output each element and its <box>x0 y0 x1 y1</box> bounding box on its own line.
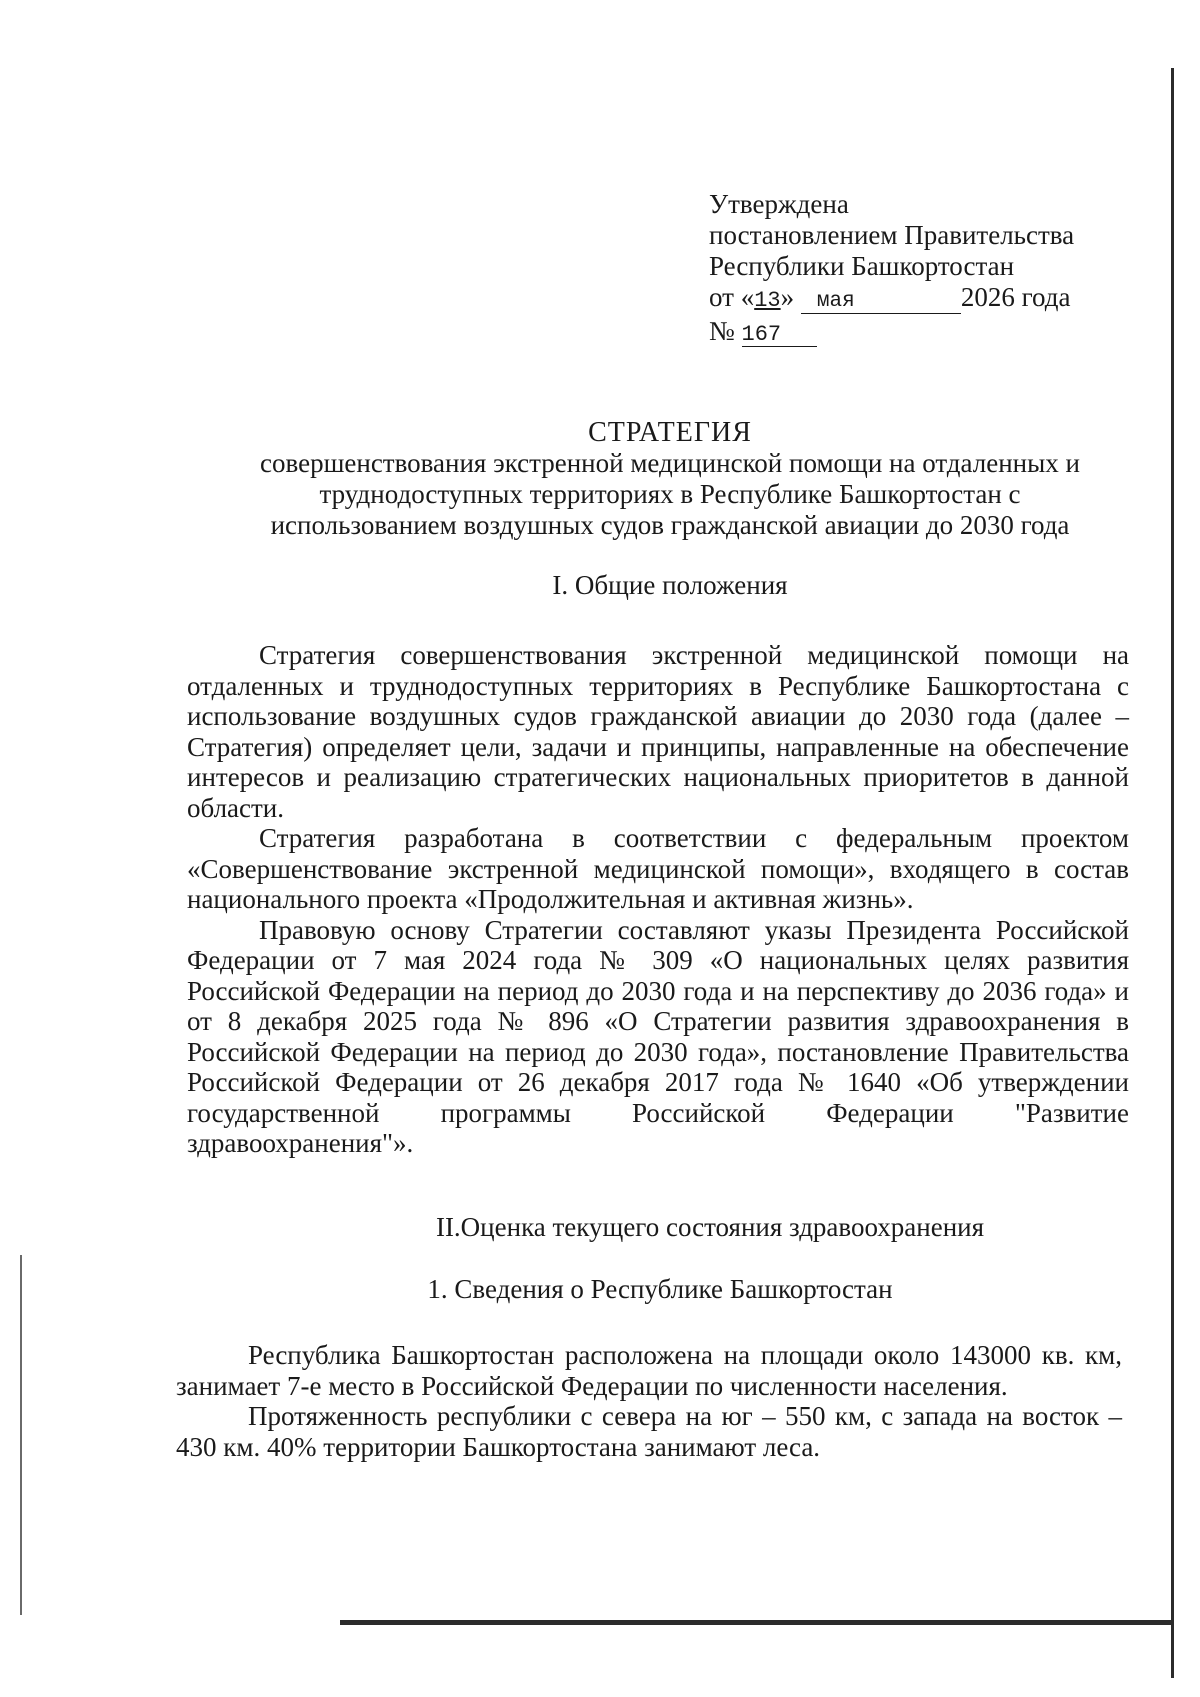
scan-edge-bottom <box>340 1620 1172 1625</box>
title-main: СТРАТЕГИЯ <box>588 417 752 448</box>
section-1-heading: I. Общие положения <box>552 570 788 600</box>
document-number: 167 <box>742 324 817 347</box>
approval-line-1: Утверждена <box>709 189 849 219</box>
section-2-subheading: 1. Сведения о Республике Башкортостан <box>427 1274 893 1304</box>
section-2-body <box>176 1340 1122 1462</box>
title-subtitle-line-1: совершенствования экстренной медицинской помощи на отдаленных и <box>260 448 1080 478</box>
scan-edge-left <box>20 1255 22 1615</box>
title-subtitle-line-2: труднодоступных территориях в Республике Башкортостан с <box>319 479 1021 509</box>
date-month: мая <box>801 291 961 314</box>
approval-line-3: Республики Башкортостан <box>709 251 1015 281</box>
section-1-body <box>187 640 1129 1159</box>
section-2-paragraph-1: Республика Башкортостан расположена на площади около 143000 кв. км, занимает 7-е место в Российской Федерации по численности населения. <box>176 1340 1122 1401</box>
approval-date-line <box>709 282 1149 316</box>
section-1-paragraph-2: Стратегия разработана в соответствии с федеральным проектом «Совершенствование экстренной медицинской помощи», входящего в состав национального проекта «Продолжительная и активная жизнь». <box>187 823 1129 914</box>
title-subtitle-line-3: использованием воздушных судов гражданской авиации до 2030 года <box>270 510 1070 540</box>
section-1-paragraph-3: Правовую основу Стратегии составляют указы Президента Российской Федерации от 7 мая 2024 года № 309 «О национальных целях развития Российской Федерации на период до 2030 года и на перспективу до 2036 года» и от 8 декабря 2025 года № 896 «О Стратегии развития здравоохранения в Российской Федерации на период до 2030 года», постановление Правительства Российской Федерации от 26 декабря 2017 года № 1640 «Об утверждении государственной программы Российской Федерации "Развитие здравоохранения"». <box>187 914 1129 1158</box>
approval-stamp-block <box>709 189 1149 347</box>
date-year: 2026 года <box>960 282 1071 312</box>
date-close: » <box>780 282 795 312</box>
section-1-paragraph-1: Стратегия совершенствования экстренной медицинской помощи на отдаленных и труднодоступных территориях в Республике Башкортостана с использование воздушных судов гражданской авиации до 2030 года (далее – Стратегия) определяет цели, задачи и принципы, направленные на обеспечение интересов и реализацию стратегических национальных приоритетов в данной области. <box>187 640 1129 823</box>
approval-line-2: постановлением Правительства <box>709 220 1075 250</box>
section-2-paragraph-2: Протяженность республики с севера на юг – 550 км, с запада на восток – 430 км. 40% территории Башкортостана занимают леса. <box>176 1401 1122 1462</box>
document-title <box>150 417 1190 541</box>
date-prefix: от « <box>709 282 755 312</box>
section-2-heading: II.Оценка текущего состояния здравоохранения <box>435 1212 985 1242</box>
scan-edge-right <box>1171 68 1174 1678</box>
date-day: 13 <box>754 288 781 313</box>
approval-number-line <box>709 316 1149 347</box>
number-prefix: № <box>709 316 742 346</box>
